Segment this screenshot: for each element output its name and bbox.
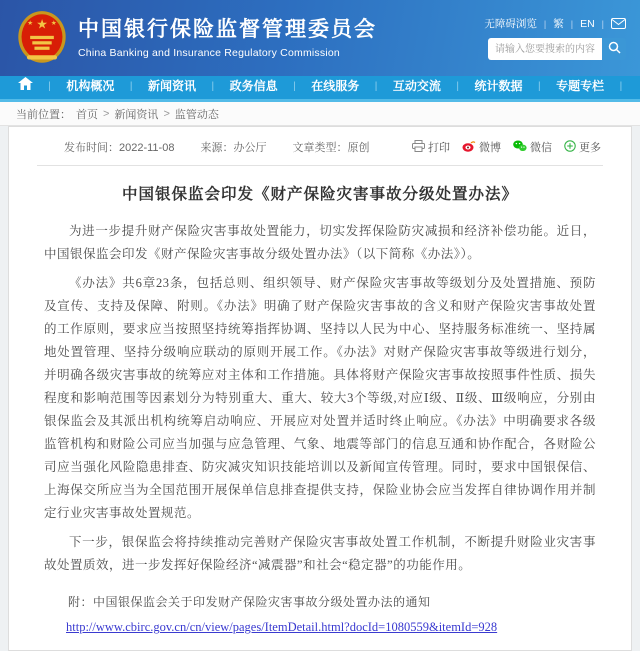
svg-text:★: ★ [27,20,34,28]
svg-text:★: ★ [50,20,57,28]
publish-time [64,139,174,155]
more-share-button[interactable] [564,139,601,155]
search-box [488,38,626,60]
search-icon [608,41,621,57]
weibo-icon [462,140,476,155]
print-button[interactable] [412,139,450,155]
nav-separator: | [538,80,541,92]
breadcrumb-item-home[interactable]: 首页 [76,108,98,121]
mail-icon[interactable] [611,18,626,29]
breadcrumb-separator: > [103,107,110,120]
nav-item-interaction[interactable]: 互动交流 [392,78,441,93]
article-paragraph: 下一步，银保监会将持续推动完善财产保险灾害事故处置工作机制，不断提升财险业灾害事故处置质效，进一步发挥好保险经济“减震器”和社会“稳定器”的功能作用。 [44,535,596,573]
article-paragraph: 《办法》共6章23条，包括总则、组织领导、财产保险灾害事故等级划分及处置措施、预防及宣传、支持及保障、附则。《办法》明确了财产保险灾害事故的含义和财产保险灾害事故处置的工作原则，要求应当按照坚持统筹指挥协调、坚持以人民为中心、坚持服务标准统一、坚持属地处置管理、坚持分级响应联动的原则开展工作。《办法》对财产保险灾害事故等级进行划分，并明确各级灾害事故的统筹应对主体和工作措施。具体将财产保险灾害事故按照事件性质、损失程度和影响范围等因素划分为特别重大、重大、较大3个等级,对应Ⅰ级、Ⅱ级、Ⅲ级响应，分别由银保监会及其派出机构统筹启动响应、开展应对处置并适时终止响应。《办法》中明确要求各级监管机构和财险公司应当加强与应急管理、气象、地震等部门的信息互通和协作配合，各财险公司应当强化风险隐患排查、防灾减灾知识技能培训以及新闻宣传管理。同时，要求中国银保信、上海保交所应当为全国范围开展保单信息排查提供支持，保险业协会应当发挥自律协调作用并制定行业灾害事故处置规范。 [44,276,596,521]
source-label: 来源： [200,142,234,154]
article-title: 中国银保监会印发《财产保险灾害事故分级处置办法》 [121,186,518,203]
article-type-value: 原创 [347,142,370,154]
search-button[interactable] [602,38,626,60]
nav-item-institution-overview[interactable]: 机构概况 [66,78,115,93]
publish-time-value: 2022-11-08 [119,142,175,154]
site-title: 中国银行保险监督管理委员会 [78,17,377,41]
site-subtitle: China Banking and Insurance Regulatory Commission [78,47,340,60]
breadcrumb [0,102,640,126]
site-titles [78,17,484,59]
weibo-share-button[interactable] [462,139,501,155]
topbar-separator: | [570,18,574,29]
breadcrumb-item-news[interactable]: 新闻资讯 [114,108,159,121]
svg-text:★: ★ [36,16,48,32]
accessibility-link[interactable]: 无障碍浏览 [484,18,537,30]
breadcrumb-label: 当前位置： [16,108,71,121]
more-label: 更多 [579,142,601,154]
nav-separator: | [374,80,378,92]
site-header [0,0,640,76]
nav-item-special-topics[interactable]: 专题专栏 [556,78,605,93]
source-value: 办公厅 [233,142,267,154]
nav-separator: | [48,80,51,92]
search-input[interactable] [488,38,602,60]
national-emblem-logo [16,10,68,66]
nav-item-gov-info[interactable]: 政务信息 [229,78,278,93]
more-plus-icon [564,140,576,155]
source [200,139,266,155]
article-meta [64,139,369,155]
nav-separator: | [456,80,459,92]
nav-item-home[interactable] [18,77,33,96]
wechat-share-button[interactable] [513,139,552,155]
attachment-link[interactable]: http://www.cbirc.gov.cn/cn/view/pages/ItemDetail.html?docId=1080559&itemId=928 [66,620,498,635]
article-body [9,220,631,577]
home-icon [18,77,33,96]
publish-time-label: 发布时间： [64,142,119,154]
breadcrumb-separator: > [163,107,170,120]
article-paragraph: 为进一步提升财产保险灾害事故处置能力，切实发挥保险防灾减损和经济补偿功能。近日，中国银保监会印发《财产保险灾害事故分级处置办法》（以下简称《办法》）。 [44,224,596,262]
nav-separator: | [211,80,215,92]
share-actions [412,139,601,155]
topbar-separator: | [601,18,604,29]
nav-item-statistics[interactable]: 统计数据 [474,78,523,93]
nav-separator: | [129,80,133,92]
nav-separator: | [293,80,296,92]
attachment-label: 附：中国银保监会关于印发财产保险灾害事故分级处置办法的通知 [68,595,431,610]
wechat-icon [513,140,527,155]
topbar [484,16,626,31]
traditional-chinese-link[interactable]: 繁 [553,18,564,30]
english-link[interactable]: EN [580,17,595,30]
article-meta-row [9,139,631,155]
main-nav [0,76,640,102]
weibo-label: 微博 [479,142,501,154]
printer-icon [412,140,425,155]
article-container [8,126,632,651]
meta-divider [37,165,603,166]
article-type [292,139,369,155]
breadcrumb-item-current: 监管动态 [174,108,219,121]
nav-separator: | [619,80,623,92]
wechat-label: 微信 [530,142,552,154]
topbar-separator: | [543,18,547,29]
nav-item-news[interactable]: 新闻资讯 [147,78,196,93]
header-right [484,16,626,60]
print-label: 打印 [428,142,450,154]
content-wrap [0,126,640,651]
nav-item-online-services[interactable]: 在线服务 [311,78,360,93]
article-type-label: 文章类型： [292,142,348,154]
